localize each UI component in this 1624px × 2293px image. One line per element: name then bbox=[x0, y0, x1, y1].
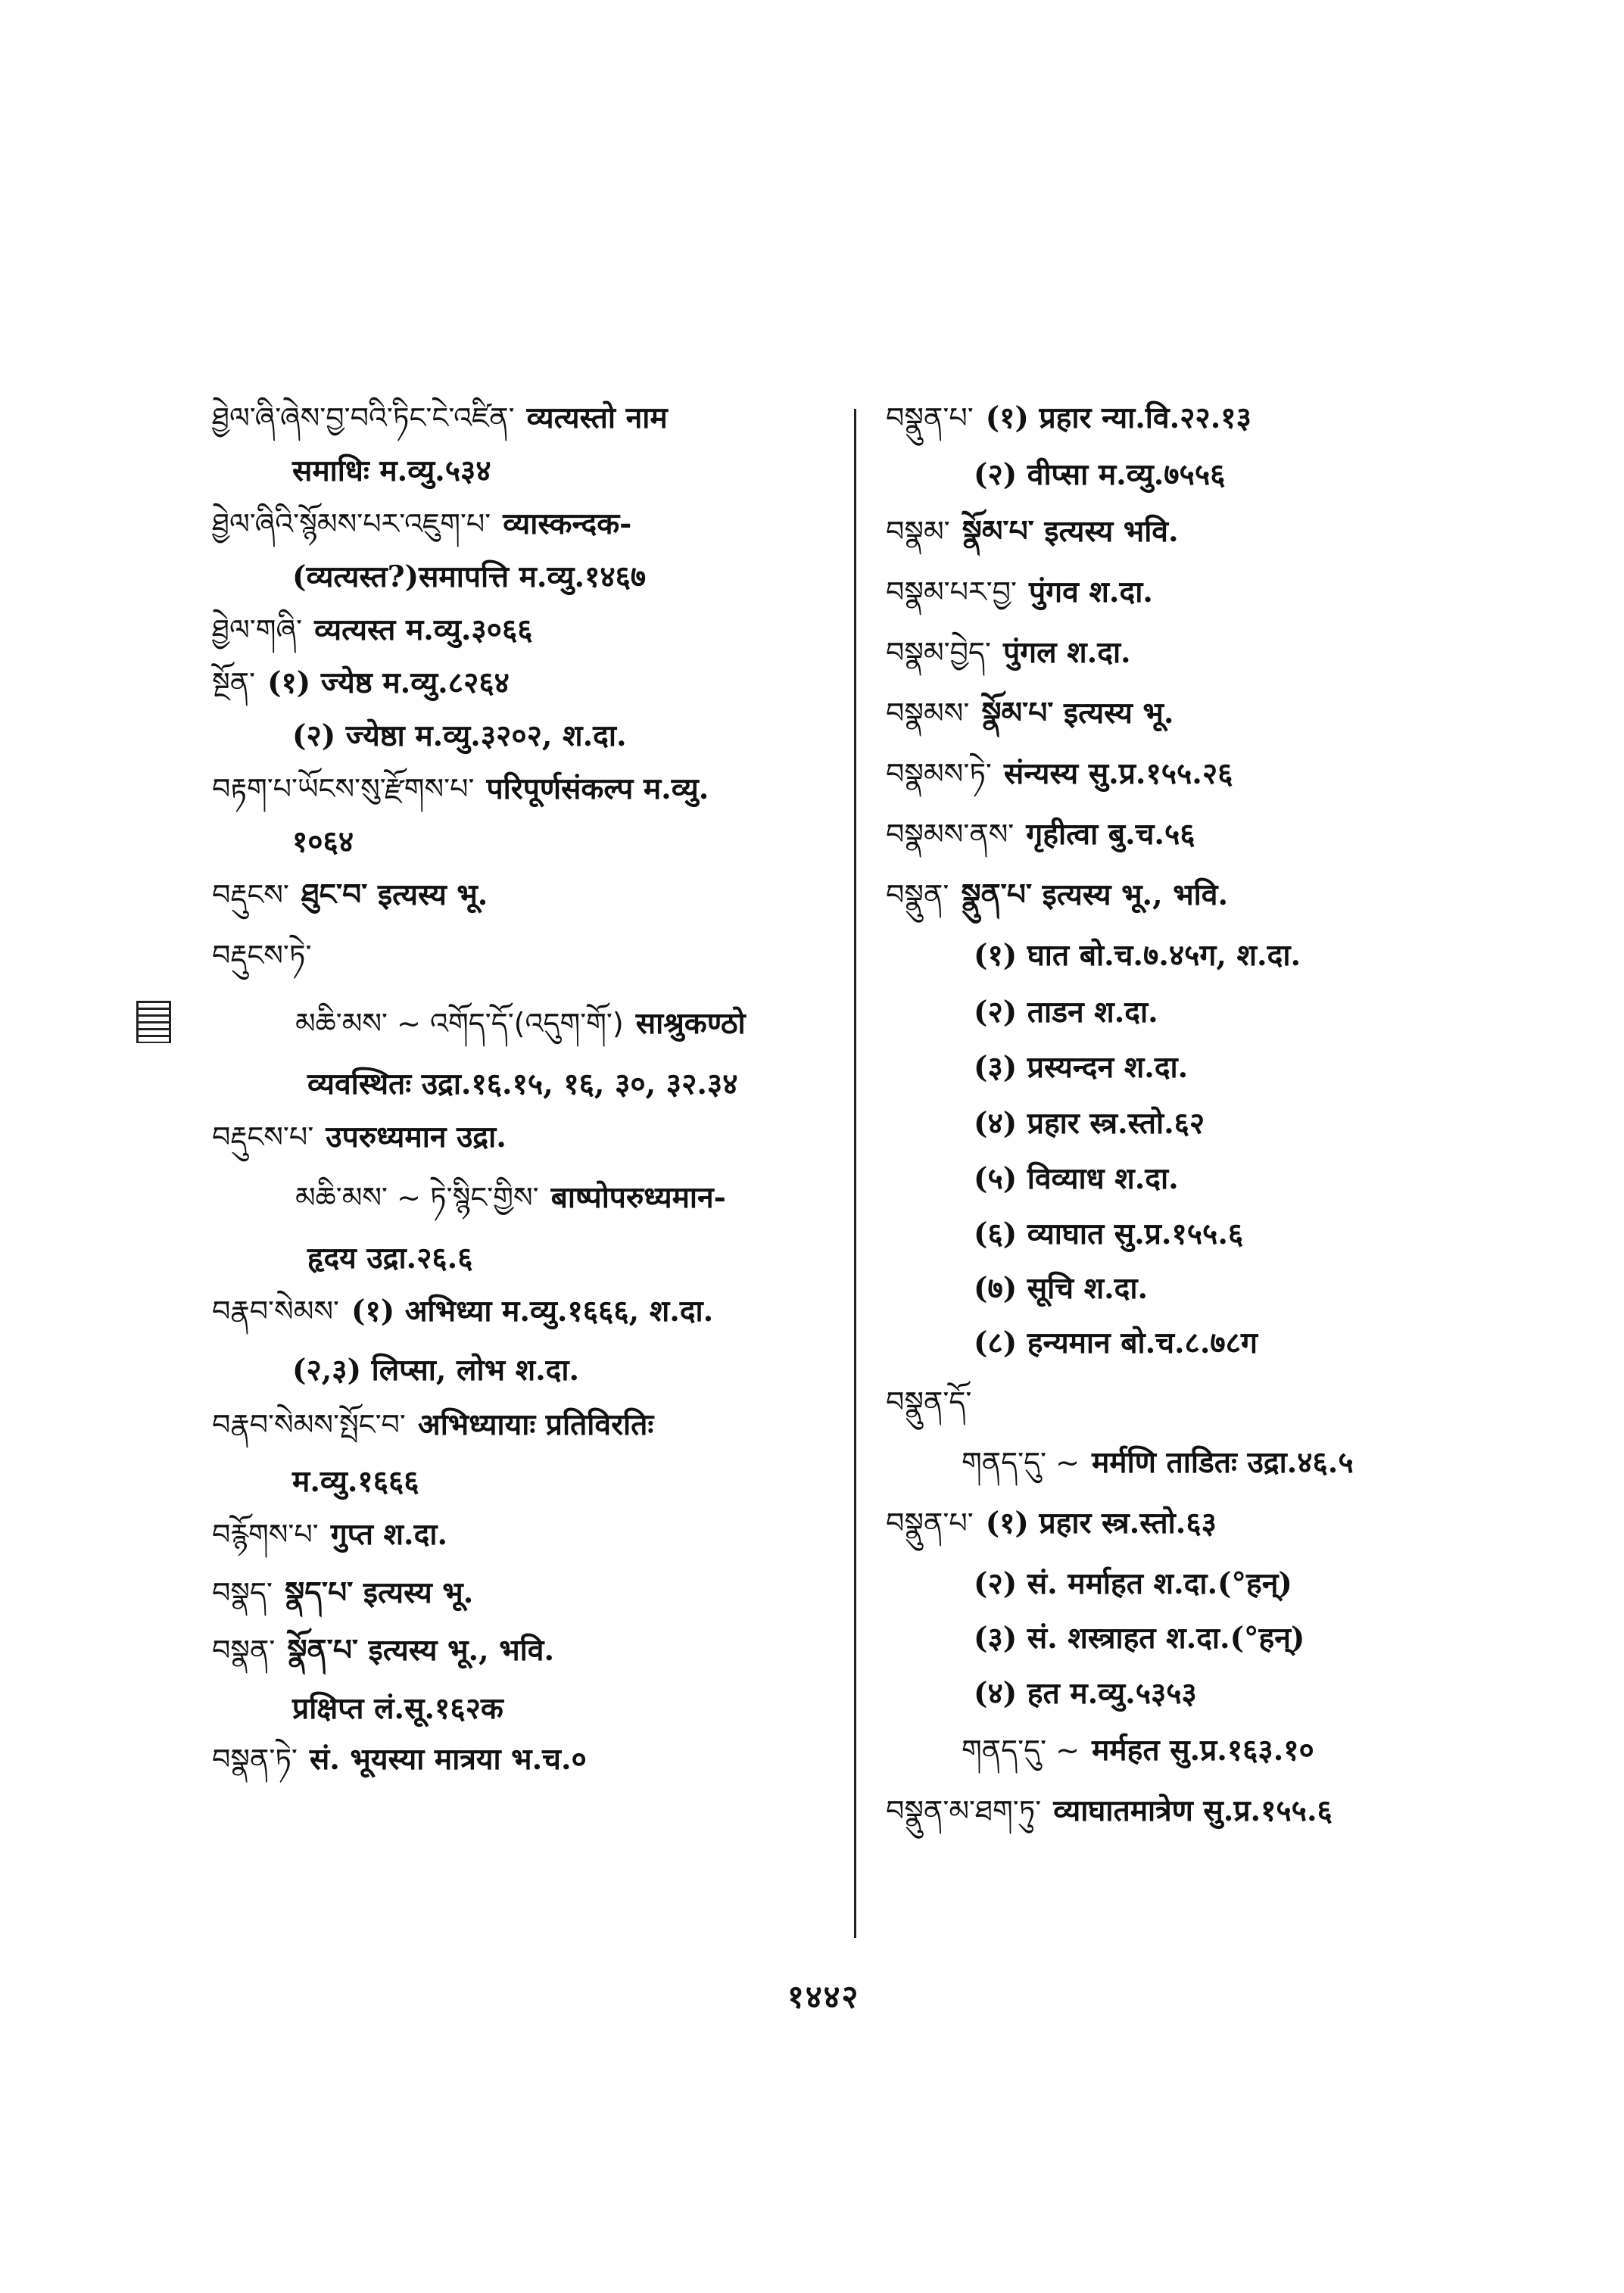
sanskrit-gloss: (१) घात बो.च.७.४५ग, श.दा. bbox=[974, 938, 1301, 973]
sanskrit-gloss: (४) प्रहार स्त्र.स्तो.६२ bbox=[974, 1106, 1205, 1141]
entry-line bbox=[212, 1741, 587, 1777]
entry-line bbox=[886, 1793, 1333, 1829]
sanskrit-gloss: हृदय उद्रा.२६.६ bbox=[307, 1241, 473, 1276]
sanskrit-gloss: (२) ताडन श.दा. bbox=[974, 995, 1158, 1030]
tibetan-headword: གནད་དུ་ ~ bbox=[962, 1734, 1080, 1767]
tibetan-headword: ཐྱེལ་གཞི་ bbox=[212, 613, 303, 646]
entry-line bbox=[212, 1575, 473, 1611]
entry-line bbox=[962, 1675, 1197, 1712]
tibetan-headword: བསྣམས་ཏེ་ bbox=[886, 757, 992, 790]
entry-line bbox=[280, 824, 354, 860]
sanskrit-gloss: སྣུན་པ་ इत्यस्य भू., भवि. bbox=[961, 877, 1229, 912]
sanskrit-gloss: मर्मणि ताडितः उद्रा.४६.५ bbox=[1091, 1445, 1354, 1480]
sanskrit-gloss: སྣོམ་པ་ इत्यस्य भू. bbox=[981, 696, 1174, 731]
entry-line bbox=[886, 513, 1179, 550]
entry-line bbox=[886, 634, 1131, 671]
tibetan-headword: བརྣབ་སེམས་སྤོང་བ་ bbox=[212, 1408, 406, 1441]
sanskrit-gloss: व्यत्यस्त म.व्यु.३०६६ bbox=[314, 612, 533, 647]
sanskrit-gloss: पुंगल श.दा. bbox=[1003, 635, 1131, 670]
sanskrit-gloss: पुंगव श.दा. bbox=[1029, 575, 1153, 609]
tibetan-headword: བསྣམས་ནས་ bbox=[886, 818, 1015, 851]
sanskrit-gloss: སྣད་པ་ इत्यस्य भू. bbox=[285, 1575, 474, 1610]
tibetan-headword: བརྡུངས་པ་ bbox=[212, 1120, 314, 1154]
page-number: १४४२ bbox=[787, 1978, 860, 2015]
tibetan-headword: བསྣུན་པ་ bbox=[886, 401, 974, 435]
tibetan-headword: བསྣམ་ bbox=[886, 515, 950, 548]
sanskrit-gloss: व्याघातमात्रेण सु.प्र.१५५.६ bbox=[1053, 1793, 1333, 1828]
entry-line bbox=[212, 877, 488, 913]
sanskrit-gloss: ཐུང་བ་ इत्यस्य भू. bbox=[301, 877, 488, 912]
entry-line bbox=[886, 756, 1233, 792]
entry-line bbox=[212, 665, 510, 701]
entry-line bbox=[212, 1119, 507, 1155]
entry-line bbox=[212, 771, 709, 807]
entry-line bbox=[212, 1293, 713, 1329]
entry-line bbox=[212, 506, 631, 542]
entry-line bbox=[962, 994, 1158, 1030]
tibetan-headword: བརྣབ་སེམས་ bbox=[212, 1294, 339, 1328]
tibetan-headword: བསྣུན་མ་ཐག་ཏུ་ bbox=[886, 1794, 1042, 1827]
tibetan-headword: བསྣུན་དོ་ bbox=[886, 1385, 972, 1419]
sanskrit-gloss: संन्यस्य सु.प्र.१५५.२६ bbox=[1003, 756, 1233, 791]
sanskrit-gloss: (२) सं. मर्माहत श.दा.(°हन्) bbox=[974, 1566, 1292, 1601]
entry-line bbox=[295, 1005, 746, 1042]
sanskrit-gloss: (३) प्रस्यन्दन श.दा. bbox=[974, 1050, 1189, 1085]
entry-line bbox=[962, 1325, 1258, 1361]
entry-line bbox=[280, 1352, 579, 1388]
tibetan-headword: ཐྱེལ་ཞིའི་སྙོམས་པར་འཇུག་པ་ bbox=[212, 507, 491, 541]
sanskrit-gloss: (१) ज्येष्ठ म.व्यु.८२६४ bbox=[267, 665, 510, 700]
tibetan-headword: བརྙོགས་པ་ bbox=[212, 1518, 319, 1551]
tibetan-headword: སྔོན་ bbox=[212, 666, 256, 699]
entry-line bbox=[280, 453, 491, 489]
sanskrit-gloss: म.व्यु.१६६६ bbox=[292, 1464, 419, 1499]
tibetan-headword: བསྣུན་པ་ bbox=[886, 1506, 974, 1540]
sanskrit-gloss: (६) व्याघात सु.प्र.१५५.६ bbox=[974, 1217, 1244, 1251]
sanskrit-gloss: सं. भूयस्या मात्रया भ.च.० bbox=[309, 1742, 587, 1777]
sanskrit-gloss: (७) सूचि श.दा. bbox=[974, 1271, 1149, 1306]
tibetan-headword: བསྣམ་བྱེད་ bbox=[886, 636, 992, 669]
entry-line bbox=[962, 1732, 1314, 1768]
entry-line bbox=[962, 1049, 1188, 1086]
tibetan-headword: བསྣམས་ bbox=[886, 696, 970, 730]
tibetan-headword: ཐྱེལ་ཞི་ཞེས་བྱ་བའི་ཏིང་ངེ་འཛིན་ bbox=[212, 401, 515, 435]
entry-line bbox=[962, 1566, 1292, 1602]
sanskrit-gloss: अभिध्यायाः प्रतिविरतिः bbox=[417, 1407, 654, 1442]
sanskrit-gloss: उपरुध्यमान उद्रा. bbox=[326, 1120, 507, 1154]
sanskrit-gloss: व्यास्कन्दक- bbox=[503, 506, 632, 541]
sanskrit-gloss: (३) सं. शस्त्राहत श.दा.(°हन्) bbox=[974, 1621, 1305, 1656]
sanskrit-gloss: (८) हन्यमान बो.च.८.७८ग bbox=[974, 1326, 1258, 1360]
sanskrit-gloss: मर्महत सु.प्र.१६३.१० bbox=[1091, 1733, 1314, 1768]
tibetan-headword: བརྟག་པ་ཡོངས་སུ་རྫོགས་པ་ bbox=[212, 772, 475, 805]
sanskrit-gloss: (२) ज्येष्ठा म.व्यु.३२०२, श.दा. bbox=[292, 718, 627, 753]
tibetan-headword: བརྡུངས་ཏེ་ bbox=[212, 939, 312, 972]
entry-line bbox=[962, 456, 1225, 493]
sanskrit-gloss: साश्रुकण्ठो bbox=[635, 1006, 746, 1041]
entry-line bbox=[962, 1216, 1243, 1252]
entry-line bbox=[886, 1384, 983, 1420]
sanskrit-gloss: (४) हत म.व्यु.५३५३ bbox=[974, 1676, 1197, 1711]
entry-line bbox=[212, 400, 668, 436]
tibetan-headword: མཆི་མས་ ~ ཏེ་སྙིང་གྱིས་ bbox=[295, 1181, 539, 1214]
tibetan-headword: བསྣུན་ bbox=[886, 878, 949, 911]
entry-line bbox=[212, 1407, 653, 1443]
sanskrit-gloss: बाष्पोपरुध्यमान- bbox=[550, 1180, 726, 1215]
entry-line bbox=[962, 1161, 1179, 1197]
tibetan-headword: མཆི་མས་ ~ འགོད་དོ་(འདུག་གོ་) bbox=[295, 1007, 624, 1040]
sanskrit-gloss: गृहीत्वा बु.च.५६ bbox=[1026, 817, 1195, 852]
tibetan-headword: བརྡུངས་ bbox=[212, 878, 289, 911]
entry-line bbox=[962, 1620, 1304, 1656]
sanskrit-gloss: (५) विव्याध श.दा. bbox=[974, 1161, 1179, 1196]
sanskrit-gloss: (१) अभिध्या म.व्यु.१६६६, श.दा. bbox=[351, 1294, 714, 1329]
entry-line bbox=[280, 1463, 419, 1500]
column-divider bbox=[854, 409, 856, 1938]
entry-line bbox=[212, 937, 323, 974]
entry-line bbox=[886, 816, 1195, 852]
sanskrit-gloss: समाधिः म.व्यु.५३४ bbox=[292, 453, 491, 488]
sanskrit-gloss: སྣོན་པ་ इत्यस्य भू., भवि. bbox=[287, 1633, 555, 1668]
entry-line bbox=[295, 1240, 473, 1276]
entry-line bbox=[212, 612, 533, 648]
entry-line bbox=[886, 1505, 1217, 1541]
entry-line bbox=[962, 1105, 1205, 1142]
entry-line bbox=[280, 718, 627, 754]
sanskrit-gloss: (व्यत्यस्त?)समापत्ति म.व्यु.१४६७ bbox=[292, 559, 647, 594]
sanskrit-gloss: १०६४ bbox=[292, 824, 354, 859]
entry-line bbox=[280, 1690, 503, 1727]
sanskrit-gloss: (२) वीप्सा म.व्यु.७५५६ bbox=[974, 457, 1226, 492]
tibetan-headword: བསྣན་ཏེ་ bbox=[212, 1743, 298, 1776]
entry-line bbox=[280, 559, 646, 595]
tibetan-headword: གནད་དུ་ ~ bbox=[962, 1446, 1080, 1479]
entry-line bbox=[212, 1632, 554, 1668]
entry-line bbox=[886, 400, 1252, 436]
sanskrit-gloss: (१) प्रहार न्या.वि.२२.१३ bbox=[985, 400, 1252, 435]
entry-line bbox=[962, 1444, 1354, 1481]
sanskrit-gloss: परिपूर्णसंकल्प म.व्यु. bbox=[486, 771, 709, 806]
entry-line bbox=[886, 695, 1174, 731]
entry-line bbox=[886, 574, 1153, 610]
entry-line bbox=[295, 1179, 726, 1216]
sanskrit-gloss: (२,३) लिप्सा, लोभ श.दा. bbox=[292, 1353, 580, 1388]
entry-line bbox=[295, 1066, 737, 1102]
sanskrit-gloss: व्यवस्थितः उद्रा.१६.१५, १६, ३०, ३२.३४ bbox=[307, 1067, 738, 1101]
sanskrit-gloss: प्रक्षिप्त लं.सू.१६२क bbox=[292, 1691, 503, 1726]
tibetan-headword: བསྣན་ bbox=[212, 1634, 276, 1667]
sanskrit-gloss: व्यत्यस्तो नाम bbox=[526, 400, 668, 435]
tibetan-headword: བསྣམ་པར་བྱ་ bbox=[886, 575, 1018, 609]
entry-line bbox=[962, 937, 1301, 974]
entry-line bbox=[886, 877, 1228, 913]
margin-tab-mark-icon bbox=[136, 1001, 171, 1043]
tibetan-headword: བསྣད་ bbox=[212, 1576, 273, 1609]
sanskrit-gloss: སྣོམ་པ་ इत्यस्य भवि. bbox=[962, 514, 1179, 549]
sanskrit-gloss: गुप्त श.दा. bbox=[330, 1517, 448, 1552]
sanskrit-gloss: (१) प्रहार स्त्र.स्तो.६३ bbox=[985, 1506, 1217, 1541]
entry-line bbox=[212, 1516, 447, 1553]
entry-line bbox=[962, 1270, 1148, 1307]
